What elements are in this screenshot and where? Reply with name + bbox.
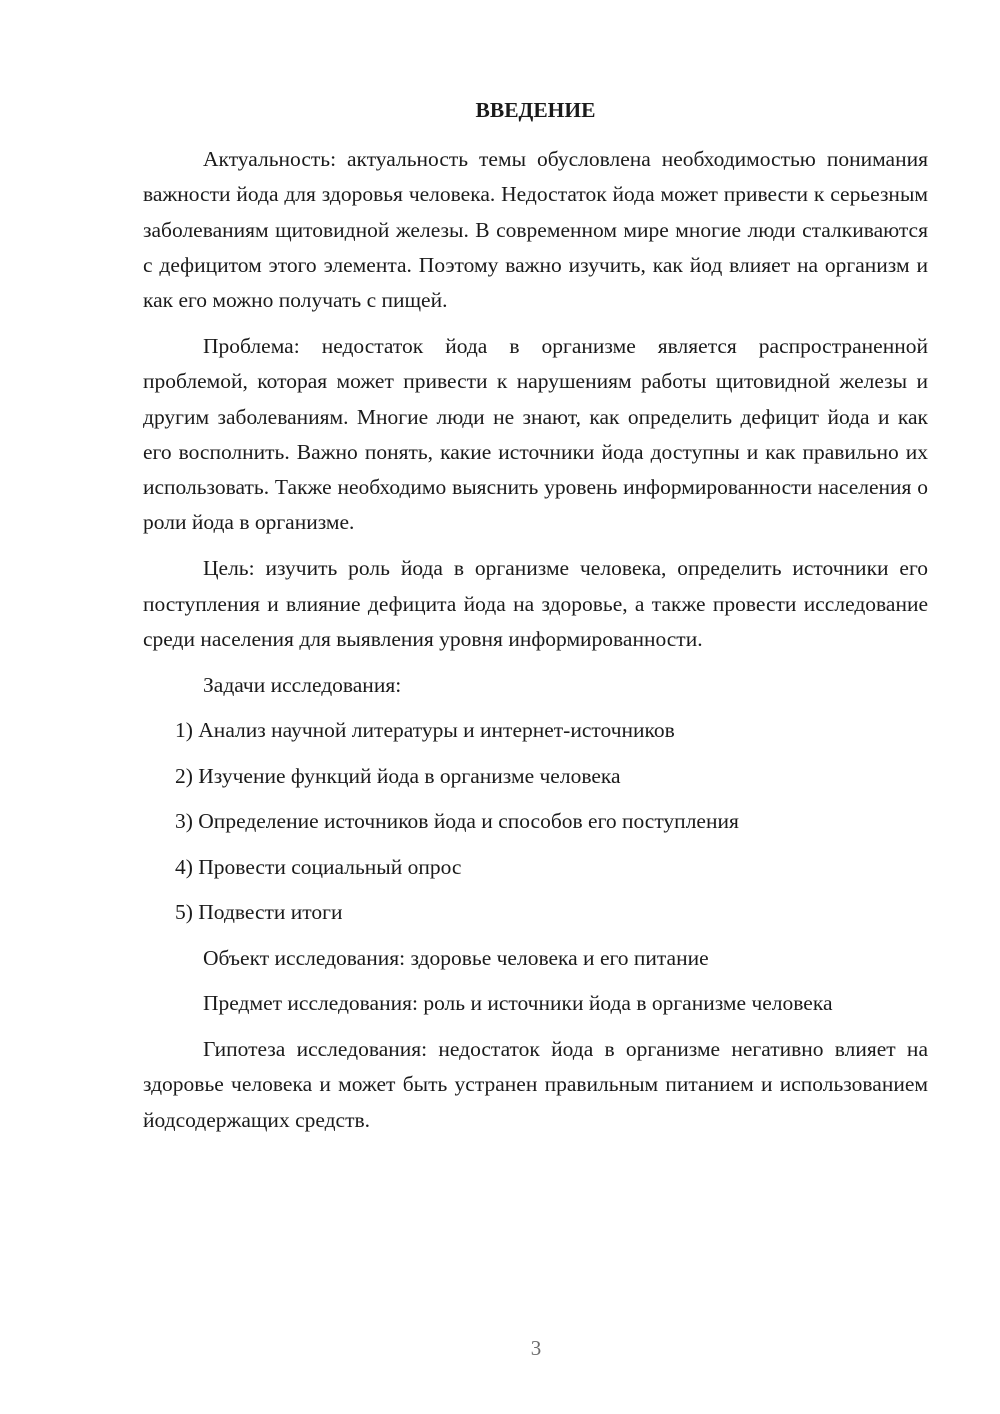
tasks-list [143, 713, 928, 930]
task-item: 1) Анализ научной литературы и интернет-источников [175, 718, 675, 743]
goal-paragraph: Цель: изучить роль йода в организме человека, определить источники его поступления и влияние дефицита йода на здоровье, а также провести исследование среди населения для выявления уровня информированности. [143, 556, 928, 651]
task-item: 2) Изучение функций йода в организме человека [175, 763, 621, 788]
section-title: ВВЕДЕНИЕ [475, 98, 596, 122]
object-paragraph: Объект исследования: здоровье человека и его питание [203, 945, 709, 970]
document-page [143, 94, 928, 1148]
task-item: 5) Подвести итоги [175, 900, 343, 925]
task-item: 3) Определение источников йода и способов его поступления [175, 809, 739, 834]
hypothesis-paragraph: Гипотеза исследования: недостаток йода в организме негативно влияет на здоровье человека и может быть устранен правильным питанием и использованием йодсодержащих средств. [143, 1036, 928, 1132]
problem-paragraph: Проблема: недостаток йода в организме является распространенной проблемой, которая может привести к нарушениям работы щитовидной железы и другим заболеваниям. Многие люди не знают, как определить дефицит йода и как его восполнить. Важно понять, какие источники йода доступны и как правильно их использовать. Также необходимо выяснить уровень информированности населения о роли йода в организме. [143, 333, 928, 535]
page-number: 3 [530, 1336, 542, 1360]
task-item: 4) Провести социальный опрос [175, 854, 462, 879]
tasks-heading: Задачи исследования: [203, 672, 402, 697]
relevance-paragraph: Актуальность: актуальность темы обусловлена необходимостью понимания важности йода для здоровья человека. Недостаток йода может привести к серьезным заболеваниям щитовидной железы. В современном мире многие люди сталкиваются с дефицитом этого элемента. Поэтому важно изучить, как йод влияет на организм и как его можно получать с пищей. [143, 147, 928, 313]
subject-paragraph: Предмет исследования: роль и источники йода в организме человека [203, 991, 833, 1016]
